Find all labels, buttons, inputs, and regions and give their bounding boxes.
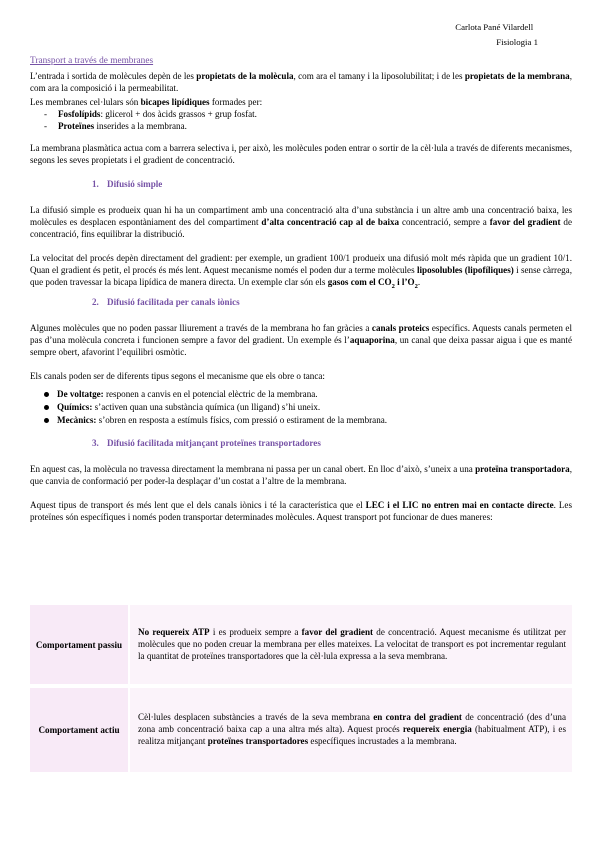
section-heading-1: 1. Difusió simple: [92, 179, 163, 189]
document-body: [30, 55, 572, 523]
section-1-paragraph-1: La difusió simple es produeix quan hi ha un compartiment amb una concentració alta d’una substància i un altre amb una concentració baixa, les molècules es desplacen espontàniament des del compartiment d’alta concentració cap al de baixa concentració, sempre a favor del gradient de concentració, fins equilibrar la distribució.: [30, 205, 572, 239]
section-heading-3: 3. Difusió facilitada mitjançant proteïnes transportadores: [92, 438, 321, 448]
section-2-paragraph-1: Algunes molècules que no poden passar lliurement a través de la membrana ho fan gràcies a canals proteics específics. Aquests canals permeten el pas d’una molècula concreta i funcionen sempre a favor del gradient. Un exemple és l’aquaporina, un canal que deixa passar aigua i que es manté sempre obert, afavorint l’equilibri osmòtic.: [30, 323, 572, 357]
intro-paragraph-1: L’entrada i sortida de molècules depèn de les propietats de la molècula, com ara el tamany i la liposolubilitat; i de les propietats de la membrana, com ara la composició i la permeabilitat.: [30, 71, 572, 93]
list-item: - Proteïnes inserides a la membrana.: [30, 120, 572, 132]
list-item: Mecànics: s’obren en resposta a estímuls físics, com pressió o estirament de la membrana.: [30, 414, 572, 426]
section-heading-2: 2. Difusió facilitada per canals iònics: [92, 297, 240, 307]
section-2-paragraph-2: Els canals poden ser de diferents tipus segons el mecanisme que els obre o tanca:: [30, 371, 325, 381]
list-item: Químics: s’activen quan una substància química (un lligand) s’hi uneix.: [30, 401, 572, 413]
row-description-active: Cèl·lules desplacen substàncies a través de la seva membrana en contra del gradient de concentració (des d’una zona amb concentració baixa cap a una altra més alta). Aquest procés requereix energia (habitualment ATP), i es realitza mitjançant proteïnes transportadores específiques incrustades a la membrana.: [128, 688, 572, 772]
membrane-components-list: [30, 108, 572, 132]
table-row: [30, 688, 572, 772]
row-label-passive: Comportament passiu: [30, 605, 128, 684]
row-label-active: Comportament actiu: [30, 688, 128, 772]
section-3-paragraph-1: En aquest cas, la molècula no travessa directament la membrana ni passa per un canal obert. En lloc d’això, s’uneix a una proteïna transportadora, que canvia de conformació per poder-la desplaçar d’un costat a l’altre de la membrana.: [30, 464, 572, 486]
list-item: De voltatge: responen a canvis en el potencial elèctric de la membrana.: [30, 388, 572, 400]
transport-comparison-table: [30, 601, 572, 776]
intro-paragraph-2: Les membranes cel·lulars són bicapes lipídiques formades per:: [30, 97, 263, 107]
list-item: - Fosfolípids: glicerol + dos àcids grassos + grup fosfat.: [30, 108, 572, 120]
document-title: Transport a través de membranes: [30, 56, 154, 66]
section-3-paragraph-2: Aquest tipus de transport és més lent que el dels canals iònics i té la característica que el LEC i el LIC no entren mai en contacte directe. Les proteïnes són específiques i només poden transportar determinades molècules. Aquest transport pot funcionar de dues maneres:: [30, 500, 572, 522]
row-description-passive: No requereix ATP i es produeix sempre a favor del gradient de concentració. Aquest mecanisme és utilitzat per molècules que no poden creuar la membrana per elles mateixes. La velocitat de transport es pot incrementar regulant la quantitat de proteïnes transportadores que la cèl·lula expressa a la seva membrana.: [128, 605, 572, 684]
author-name: Carlota Pané Vilardell: [455, 22, 534, 32]
intro-paragraph-3: La membrana plasmàtica actua com a barrera selectiva i, per això, les molècules poden entrar o sortir de la cèl·lula a través de diferents mecanismes, segons les seves propietats i el gradient de concentració.: [30, 143, 572, 165]
subject-name: Fisiologia 1: [496, 37, 538, 47]
section-1-paragraph-2: La velocitat del procés depèn directament del gradient: per exemple, un gradient 100/1 produeix una difusió molt més ràpida que un gradient 10/1. Quan el gradient és petit, el procés és més lent. Aquest mecanisme només el poden dur a terme molècules liposolubles (lipofíliques) i sense càrrega, que poden travessar la bicapa lipídica de manera directa. Un exemple clar són els gasos com el $CO_2$ i $l’O_2$.: [30, 253, 572, 290]
table-row: [30, 605, 572, 684]
channel-types-list: [30, 388, 572, 426]
page-header: [455, 20, 538, 50]
